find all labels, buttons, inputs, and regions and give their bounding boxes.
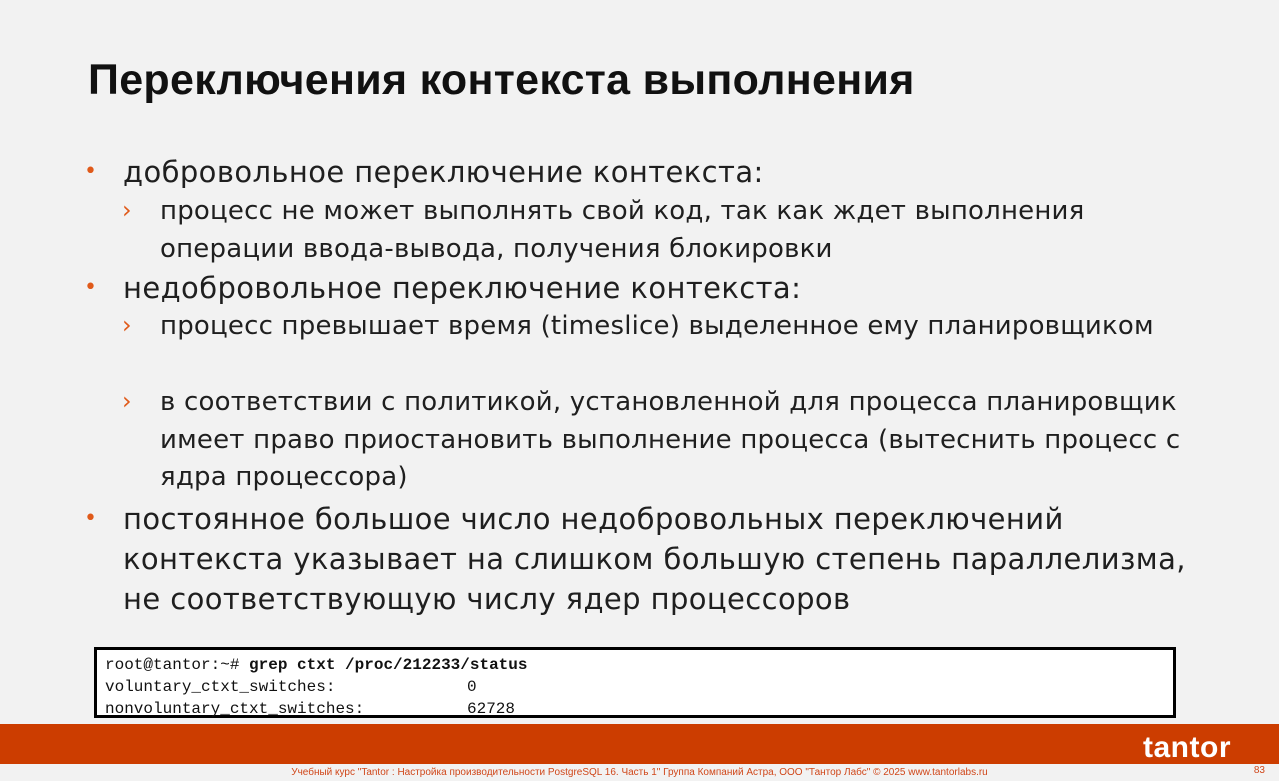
bullet-marker: • [84,275,98,300]
terminal-command-line [105,654,1165,676]
terminal-row-value: 62728 [467,700,516,718]
sub-bullet-text: в соответствии с политикой, установленной для процесса планировщик имеет право приостановить выполнение процесса (вытеснить процесс с ядра процессора) [160,387,1181,492]
terminal-prompt: root@tantor:~# [105,656,250,674]
bullet-text: добровольное переключение контекста: [123,155,764,189]
bullet-item [84,268,1223,308]
terminal-row [105,698,1165,720]
sub-bullet-text: процесс превышает время (timeslice) выделенное ему планировщиком [160,311,1154,341]
page-number: 83 [1253,765,1265,776]
slide-title: Переключения контекста выполнения [88,56,915,104]
sub-bullet-item [122,384,1220,497]
bullet-item [84,152,1223,192]
terminal-output [94,647,1176,718]
terminal-row-key: voluntary_ctxt_switches: [105,678,336,696]
sub-bullet-marker: › [122,196,132,224]
terminal-row [105,676,1165,698]
terminal-row-value: 0 [467,678,477,696]
sub-bullet-item [122,193,1220,268]
bullet-item [84,499,1223,619]
bullet-text: постоянное большое число недобровольных переключений контекста указывает на слишком большую степень параллелизма, не соответствующую числу ядер процессоров [123,502,1186,616]
footer-bar [0,724,1279,764]
tantor-logo: tantor [1143,731,1231,764]
footer-copyright: Учебный курс "Tantor : Настройка производительности PostgreSQL 16. Часть 1" Группа Компаний Астра, ООО "Тантор Лабс" © 2025 www.tantorlabs.ru [291,767,988,778]
sub-bullet-marker: › [122,387,132,415]
sub-bullet-text: процесс не может выполнять свой код, так как ждет выполнения операции ввода-вывода, получения блокировки [160,196,1085,264]
terminal-command: grep ctxt /proc/212233/status [249,656,528,674]
sub-bullet-item [122,308,1220,346]
bullet-marker: • [84,506,98,531]
sub-bullet-marker: › [122,311,132,339]
terminal-row-key: nonvoluntary_ctxt_switches: [105,700,365,718]
bullet-marker: • [84,159,98,184]
bullet-text: недобровольное переключение контекста: [123,271,802,305]
